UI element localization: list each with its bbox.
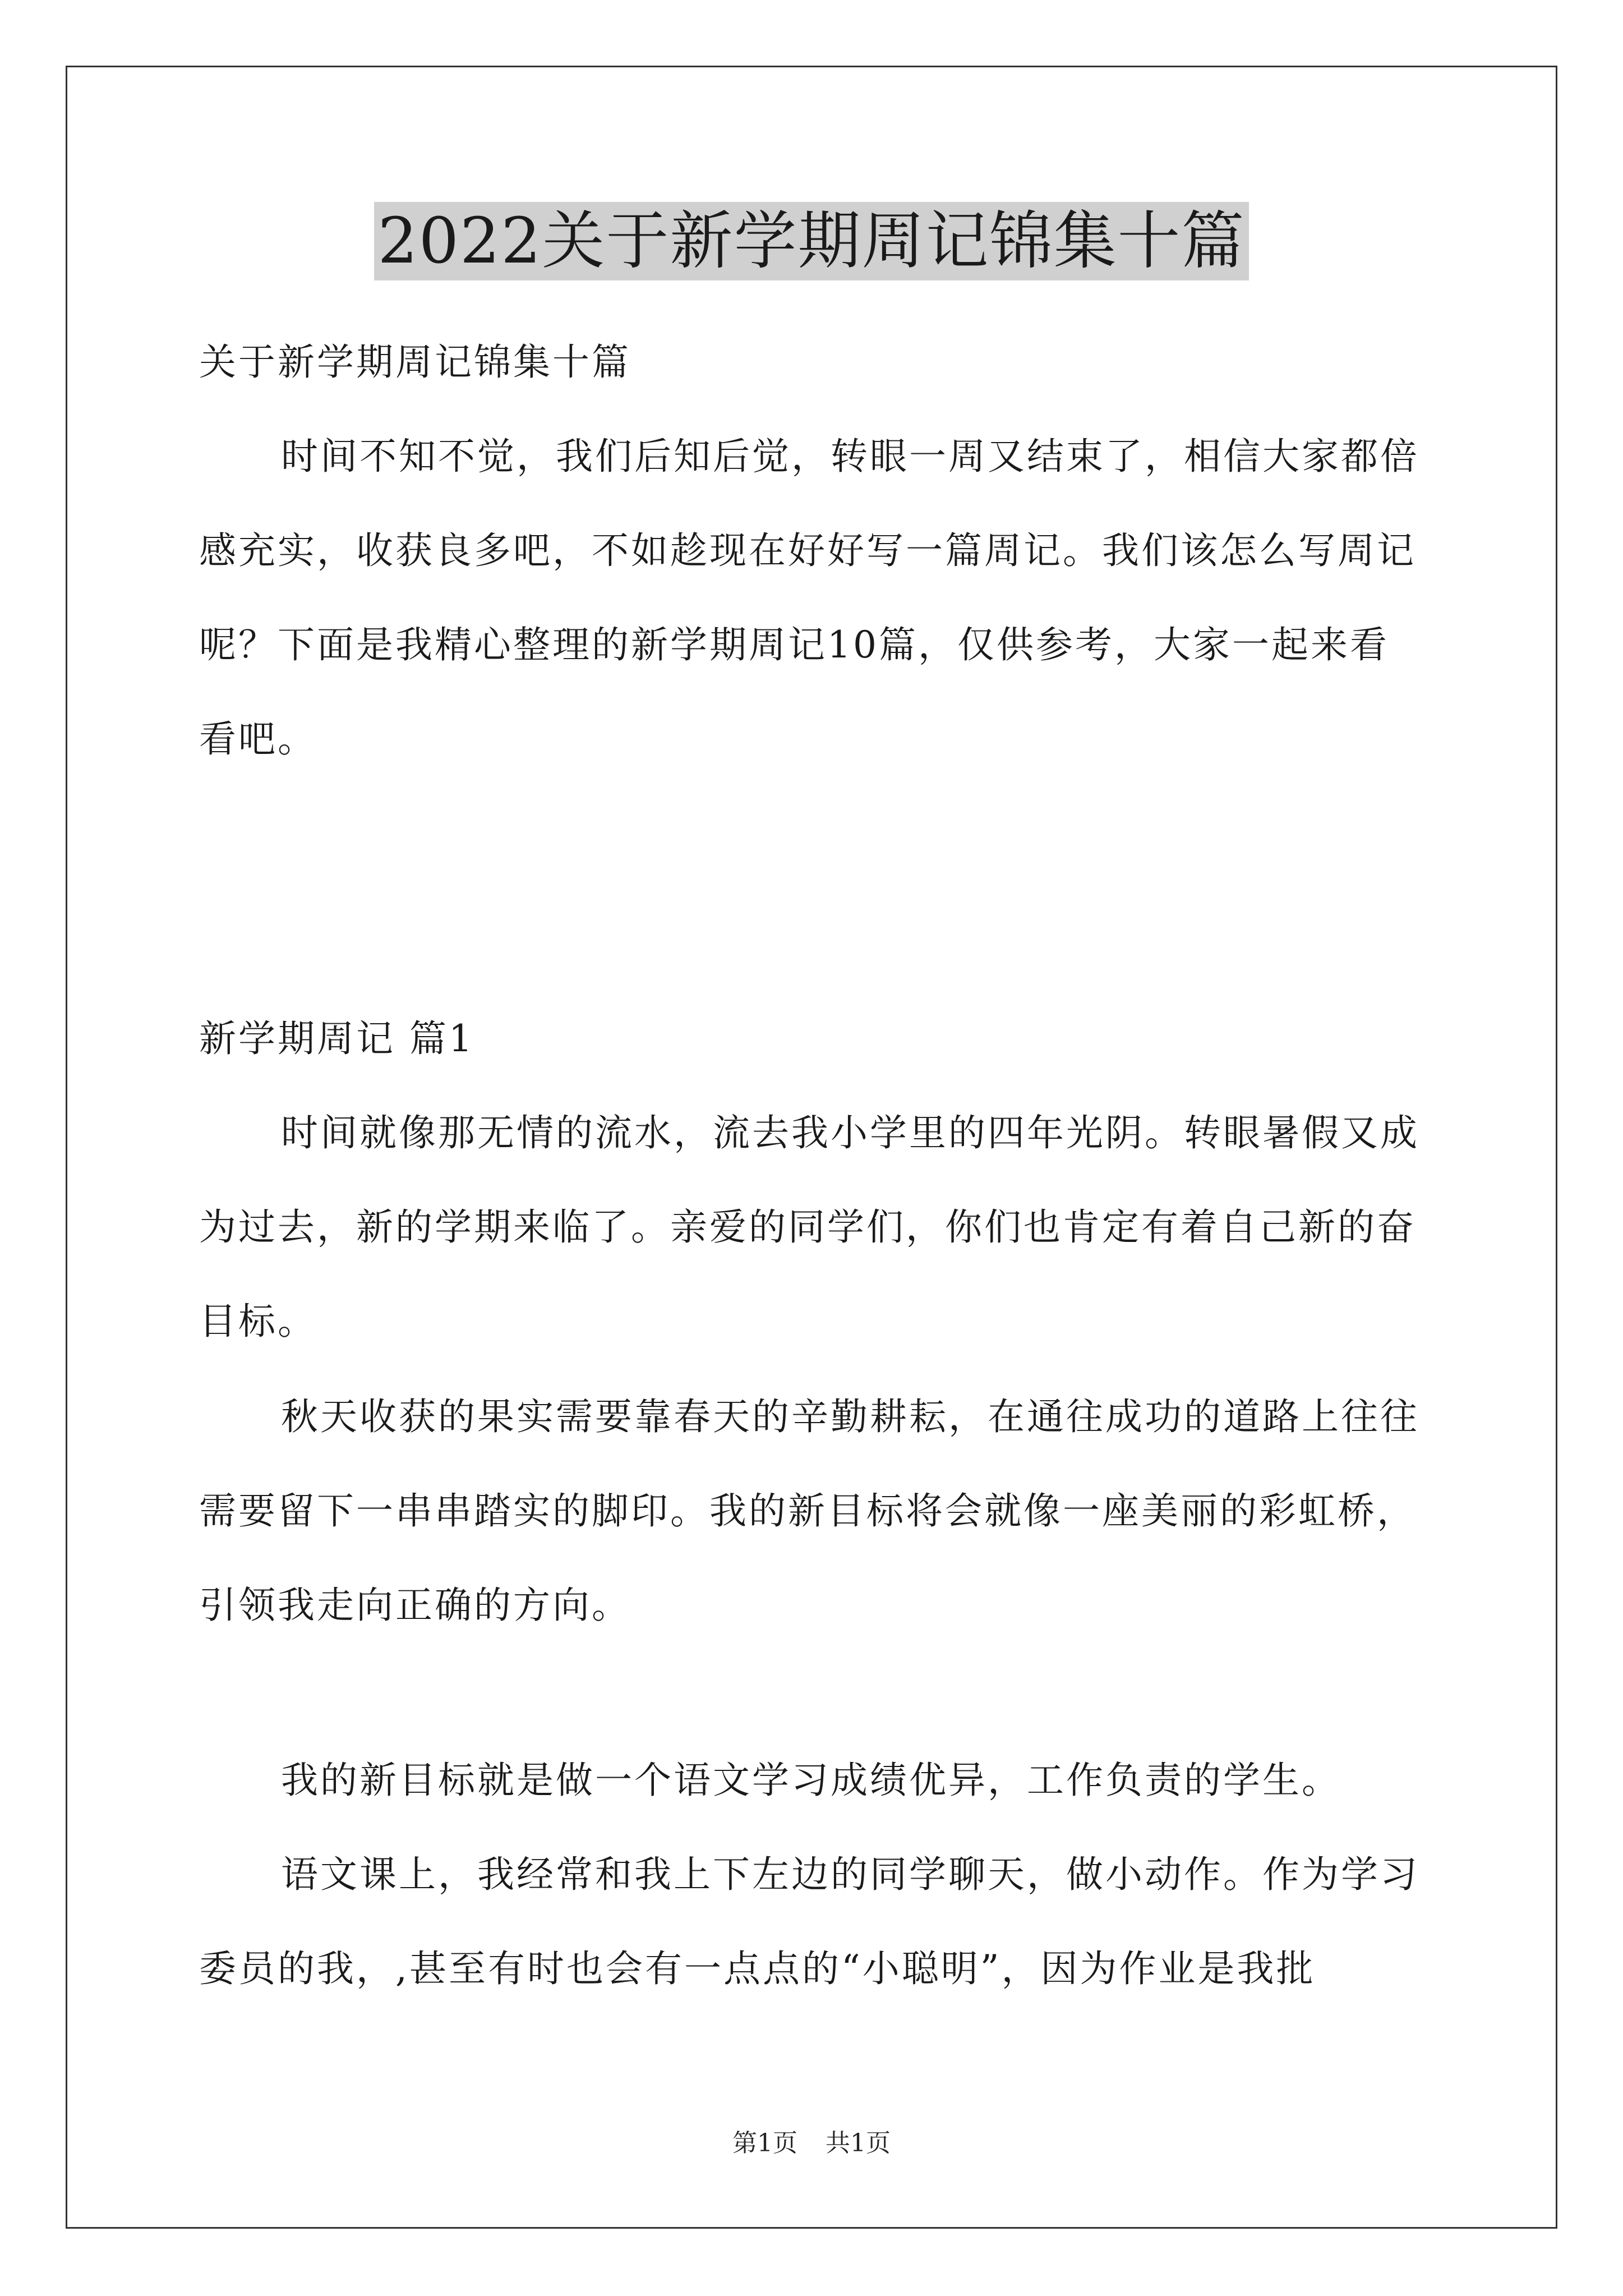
- section-heading: 新学期周记 篇1: [199, 1017, 474, 1060]
- page-footer: [0, 2128, 1623, 2159]
- document-title-text: 2022关于新学期周记锦集十篇: [374, 202, 1248, 280]
- page-total: 共1页: [826, 2129, 891, 2157]
- page-number: 第1页: [732, 2129, 797, 2157]
- body-paragraph: 语文课上，我经常和我上下左边的同学聊天，做小动作。作为学习委员的我，,甚至有时也会有一点点的“小聪明”，因为作业是我批: [199, 1853, 1419, 1990]
- body-paragraph: 我的新目标就是做一个语文学习成绩优异，工作负责的学生。: [281, 1759, 1341, 1802]
- body-paragraph: 时间就像那无情的流水，流去我小学里的四年光阴。转眼暑假又成为过去，新的学期来临了。亲爱的同学们，你们也肯定有着自己新的奋目标。: [199, 1111, 1419, 1343]
- intro-paragraph: 时间不知不觉，我们后知后觉，转眼一周又结束了，相信大家都倍感充实，收获良多吧，不如趁现在好好写一篇周记。我们该怎么写周记呢？下面是我精心整理的新学期周记10篇，仅供参考，大家一起来看看吧。: [199, 435, 1419, 761]
- body-paragraph: 秋天收获的果实需要靠春天的辛勤耕耘，在通往成功的道路上往往需要留下一串串踏实的脚印。我的新目标将会就像一座美丽的彩虹桥，引领我走向正确的方向。: [199, 1395, 1419, 1627]
- document-subtitle: 关于新学期周记锦集十篇: [199, 341, 631, 384]
- document-title: [0, 202, 1623, 280]
